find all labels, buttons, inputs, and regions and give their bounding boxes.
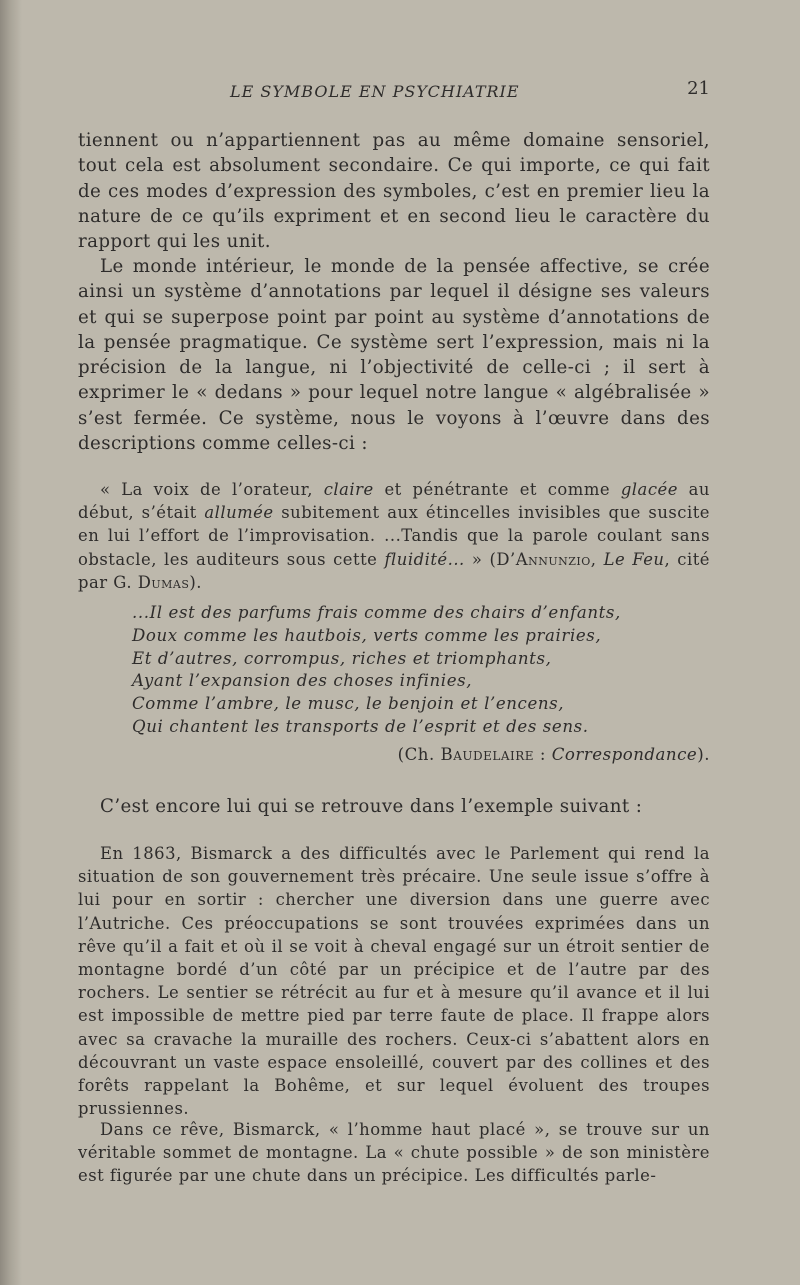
poem-block bbox=[132, 602, 692, 739]
poem-line: Doux comme les hautbois, verts comme les prairies, bbox=[132, 625, 602, 645]
page-header bbox=[80, 78, 710, 106]
poem-attribution: (Ch. Baudelaire : Correspondance). bbox=[397, 745, 710, 764]
paragraph-2: Le monde intérieur, le monde de la pensée affective, se crée ainsi un système d’annotations par lequel il désigne ses valeurs et qui se superpose point par point au système d’annotations de la pensée pragmatique. Ce système sert l’expression, mais ni la précision de la langue, ni l’objectivité de celle-ci ; il sert à exprimer le « dedans » pour lequel notre langue « algébralisée » s’est fermée. Ce système, nous le voyons à l’œuvre dans des descriptions comme celles-ci : bbox=[78, 256, 710, 455]
example-paragraph-2: Dans ce rêve, Bismarck, « l’homme haut placé », se trouve sur un véritable sommet de montagne. La « chute possible » de son ministère est figurée par une chute dans un précipice. Les difficultés parle- bbox=[78, 1120, 710, 1186]
page-number: 21 bbox=[687, 78, 710, 99]
running-title: LE SYMBOLE EN PSYCHIATRIE bbox=[230, 82, 520, 101]
poem-line: Et d’autres, corrompus, riches et triomphants, bbox=[132, 648, 552, 668]
poem-line: ...Il est des parfums frais comme des chairs d’enfants, bbox=[132, 603, 621, 622]
quote-work: Le Feu bbox=[603, 549, 665, 569]
paragraph-1: tiennent ou n’appartiennent pas au même domaine sensoriel, tout cela est absolument secondaire. Ce qui importe, ce qui fait de ces modes d’expression des symboles, c’est en premier lieu la nature de ce qu’ils expriment et en second lieu le caractère du rapport qui les unit. bbox=[78, 130, 710, 253]
quote-author: D’Annunzio bbox=[496, 549, 591, 569]
poem-line: Ayant l’expansion des choses infinies, bbox=[132, 671, 473, 691]
transition-sentence: C’est encore lui qui se retrouve dans l’exemple suivant : bbox=[100, 796, 643, 817]
example-paragraph-1: En 1863, Bismarck a des difficultés avec le Parlement qui rend la situation de son gouvernement très précaire. Une seule issue s’offre à lui pour en sortir : chercher une diversion dans une guerre avec l’Autriche. Ces préoccupations se sont trouvées exprimées dans un rêve qu’il a fait et où il se voit à cheval engagé sur un étroit sentier de montagne bordé d’un côté par un précipice et de l’autre par des rochers. Le sentier se rétrécit au fur et à mesure qu’il avance et il lui est impossible de mettre pied par terre faute de place. Il frappe alors avec sa cravache la muraille des rochers. Ceux-ci s’abattent alors en découvrant un vaste espace ensoleillé, couvert par des collines et des forêts rappelant la Bohême, et sur lequel évoluent des troupes prussiennes. bbox=[78, 844, 710, 1119]
poem-line: Qui chantent les transports de l’esprit et des sens. bbox=[132, 716, 589, 736]
quote-dannunzio: « La voix de l’orateur, claire et pénétrante et comme glacée au début, s’était allumée subitement aux étincelles invisibles que suscite en lui l’effort de l’improvisation. ...Tandis que la parole coulant sans obstacle, les auditeurs sous cette fluidité... » (D’Annunzio, Le Feu, cité par G. Dumas). bbox=[78, 480, 711, 592]
poem-line: Comme l’ambre, le musc, le benjoin et l’encens, bbox=[132, 694, 565, 714]
